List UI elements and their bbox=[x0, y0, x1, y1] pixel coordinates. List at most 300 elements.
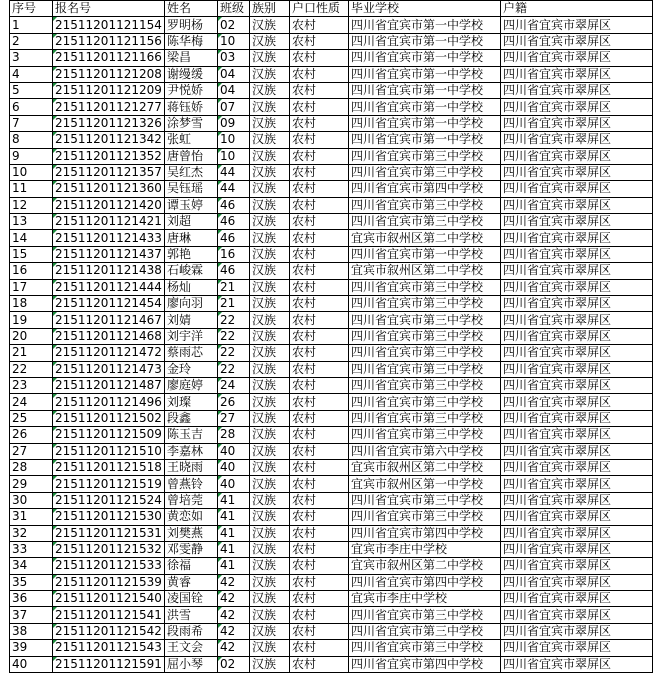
cell-ethnicity[interactable]: 汉族 bbox=[250, 99, 290, 115]
cell-name[interactable]: 蔡雨芯 bbox=[165, 345, 218, 361]
cell-index[interactable]: 34 bbox=[10, 558, 53, 574]
cell-household-registration[interactable]: 四川省宜宾市翠屏区 bbox=[501, 427, 653, 443]
cell-graduated-school[interactable]: 宜宾市李庄中学校 bbox=[349, 591, 501, 607]
cell-reg-no[interactable]: 21511201121518 bbox=[53, 459, 165, 475]
cell-ethnicity[interactable]: 汉族 bbox=[250, 492, 290, 508]
cell-household-registration[interactable]: 四川省宜宾市翠屏区 bbox=[501, 377, 653, 393]
cell-graduated-school[interactable]: 宜宾市叙州区第一中学校 bbox=[349, 476, 501, 492]
cell-class[interactable]: 28 bbox=[218, 427, 250, 443]
cell-ethnicity[interactable]: 汉族 bbox=[250, 394, 290, 410]
cell-name[interactable]: 唐琳 bbox=[165, 230, 218, 246]
cell-index[interactable]: 20 bbox=[10, 328, 53, 344]
cell-graduated-school[interactable]: 四川省宜宾市第一中学校 bbox=[349, 66, 501, 82]
cell-ethnicity[interactable]: 汉族 bbox=[250, 82, 290, 98]
cell-ethnicity[interactable]: 汉族 bbox=[250, 525, 290, 541]
cell-household-registration[interactable]: 四川省宜宾市翠屏区 bbox=[501, 50, 653, 66]
cell-hukou-type[interactable]: 农村 bbox=[290, 50, 349, 66]
cell-hukou-type[interactable]: 农村 bbox=[290, 427, 349, 443]
cell-name[interactable]: 谭玉婷 bbox=[165, 197, 218, 213]
cell-index[interactable]: 9 bbox=[10, 148, 53, 164]
cell-graduated-school[interactable]: 宜宾市李庄中学校 bbox=[349, 541, 501, 557]
cell-class[interactable]: 04 bbox=[218, 66, 250, 82]
cell-graduated-school[interactable]: 四川省宜宾市第三中学校 bbox=[349, 214, 501, 230]
cell-class[interactable]: 10 bbox=[218, 148, 250, 164]
cell-class[interactable]: 46 bbox=[218, 230, 250, 246]
cell-household-registration[interactable]: 四川省宜宾市翠屏区 bbox=[501, 66, 653, 82]
cell-ethnicity[interactable]: 汉族 bbox=[250, 476, 290, 492]
cell-hukou-type[interactable]: 农村 bbox=[290, 197, 349, 213]
cell-ethnicity[interactable]: 汉族 bbox=[250, 345, 290, 361]
cell-index[interactable]: 2 bbox=[10, 33, 53, 49]
cell-class[interactable]: 40 bbox=[218, 443, 250, 459]
cell-graduated-school[interactable]: 四川省宜宾市第三中学校 bbox=[349, 197, 501, 213]
cell-index[interactable]: 24 bbox=[10, 394, 53, 410]
cell-name[interactable]: 张虹 bbox=[165, 132, 218, 148]
cell-class[interactable]: 40 bbox=[218, 476, 250, 492]
cell-household-registration[interactable]: 四川省宜宾市翠屏区 bbox=[501, 279, 653, 295]
cell-household-registration[interactable]: 四川省宜宾市翠屏区 bbox=[501, 197, 653, 213]
cell-index[interactable]: 17 bbox=[10, 279, 53, 295]
cell-ethnicity[interactable]: 汉族 bbox=[250, 296, 290, 312]
cell-index[interactable]: 3 bbox=[10, 50, 53, 66]
cell-name[interactable]: 段雨希 bbox=[165, 623, 218, 639]
cell-hukou-type[interactable]: 农村 bbox=[290, 476, 349, 492]
cell-ethnicity[interactable]: 汉族 bbox=[250, 148, 290, 164]
cell-household-registration[interactable]: 四川省宜宾市翠屏区 bbox=[501, 410, 653, 426]
cell-class[interactable]: 42 bbox=[218, 574, 250, 590]
cell-name[interactable]: 曾培莞 bbox=[165, 492, 218, 508]
cell-reg-no[interactable]: 21511201121531 bbox=[53, 525, 165, 541]
cell-ethnicity[interactable]: 汉族 bbox=[250, 591, 290, 607]
cell-reg-no[interactable]: 21511201121444 bbox=[53, 279, 165, 295]
cell-index[interactable]: 18 bbox=[10, 296, 53, 312]
cell-reg-no[interactable]: 21511201121420 bbox=[53, 197, 165, 213]
cell-class[interactable]: 46 bbox=[218, 197, 250, 213]
cell-household-registration[interactable]: 四川省宜宾市翠屏区 bbox=[501, 492, 653, 508]
cell-class[interactable]: 41 bbox=[218, 509, 250, 525]
cell-index[interactable]: 5 bbox=[10, 82, 53, 98]
cell-index[interactable]: 29 bbox=[10, 476, 53, 492]
cell-class[interactable]: 03 bbox=[218, 50, 250, 66]
cell-index[interactable]: 38 bbox=[10, 623, 53, 639]
cell-name[interactable]: 屈小琴 bbox=[165, 656, 218, 672]
cell-ethnicity[interactable]: 汉族 bbox=[250, 164, 290, 180]
cell-graduated-school[interactable]: 四川省宜宾市第一中学校 bbox=[349, 115, 501, 131]
cell-index[interactable]: 12 bbox=[10, 197, 53, 213]
cell-name[interactable]: 廖向羽 bbox=[165, 296, 218, 312]
cell-name[interactable]: 蒋钰娇 bbox=[165, 99, 218, 115]
cell-household-registration[interactable]: 四川省宜宾市翠屏区 bbox=[501, 328, 653, 344]
cell-class[interactable]: 22 bbox=[218, 312, 250, 328]
cell-name[interactable]: 廖庭婷 bbox=[165, 377, 218, 393]
cell-index[interactable]: 7 bbox=[10, 115, 53, 131]
cell-hukou-type[interactable]: 农村 bbox=[290, 99, 349, 115]
cell-household-registration[interactable]: 四川省宜宾市翠屏区 bbox=[501, 525, 653, 541]
cell-index[interactable]: 22 bbox=[10, 361, 53, 377]
cell-household-registration[interactable]: 四川省宜宾市翠屏区 bbox=[501, 181, 653, 197]
cell-household-registration[interactable]: 四川省宜宾市翠屏区 bbox=[501, 558, 653, 574]
cell-reg-no[interactable]: 21511201121166 bbox=[53, 50, 165, 66]
cell-ethnicity[interactable]: 汉族 bbox=[250, 607, 290, 623]
cell-hukou-type[interactable]: 农村 bbox=[290, 492, 349, 508]
cell-hukou-type[interactable]: 农村 bbox=[290, 230, 349, 246]
cell-class[interactable]: 22 bbox=[218, 361, 250, 377]
cell-hukou-type[interactable]: 农村 bbox=[290, 410, 349, 426]
cell-name[interactable]: 邓雯静 bbox=[165, 541, 218, 557]
cell-graduated-school[interactable]: 四川省宜宾市第三中学校 bbox=[349, 509, 501, 525]
cell-ethnicity[interactable]: 汉族 bbox=[250, 656, 290, 672]
cell-index[interactable]: 10 bbox=[10, 164, 53, 180]
cell-class[interactable]: 44 bbox=[218, 181, 250, 197]
cell-name[interactable]: 吴红杰 bbox=[165, 164, 218, 180]
cell-index[interactable]: 27 bbox=[10, 443, 53, 459]
cell-household-registration[interactable]: 四川省宜宾市翠屏区 bbox=[501, 345, 653, 361]
cell-hukou-type[interactable]: 农村 bbox=[290, 148, 349, 164]
cell-reg-no[interactable]: 21511201121357 bbox=[53, 164, 165, 180]
cell-household-registration[interactable]: 四川省宜宾市翠屏区 bbox=[501, 148, 653, 164]
cell-household-registration[interactable]: 四川省宜宾市翠屏区 bbox=[501, 476, 653, 492]
cell-name[interactable]: 陈玉吉 bbox=[165, 427, 218, 443]
cell-class[interactable]: 09 bbox=[218, 115, 250, 131]
cell-ethnicity[interactable]: 汉族 bbox=[250, 574, 290, 590]
cell-reg-no[interactable]: 21511201121326 bbox=[53, 115, 165, 131]
cell-ethnicity[interactable]: 汉族 bbox=[250, 427, 290, 443]
cell-reg-no[interactable]: 21511201121342 bbox=[53, 132, 165, 148]
cell-reg-no[interactable]: 21511201121543 bbox=[53, 640, 165, 656]
cell-hukou-type[interactable]: 农村 bbox=[290, 66, 349, 82]
cell-graduated-school[interactable]: 宜宾市叙州区第二中学校 bbox=[349, 459, 501, 475]
cell-reg-no[interactable]: 21511201121352 bbox=[53, 148, 165, 164]
cell-index[interactable]: 13 bbox=[10, 214, 53, 230]
cell-household-registration[interactable]: 四川省宜宾市翠屏区 bbox=[501, 574, 653, 590]
cell-household-registration[interactable]: 四川省宜宾市翠屏区 bbox=[501, 509, 653, 525]
cell-graduated-school[interactable]: 四川省宜宾市第一中学校 bbox=[349, 82, 501, 98]
cell-graduated-school[interactable]: 四川省宜宾市第四中学校 bbox=[349, 181, 501, 197]
cell-class[interactable]: 42 bbox=[218, 607, 250, 623]
cell-household-registration[interactable]: 四川省宜宾市翠屏区 bbox=[501, 361, 653, 377]
cell-name[interactable]: 梁昌 bbox=[165, 50, 218, 66]
cell-hukou-type[interactable]: 农村 bbox=[290, 296, 349, 312]
cell-index[interactable]: 39 bbox=[10, 640, 53, 656]
cell-class[interactable]: 27 bbox=[218, 410, 250, 426]
cell-ethnicity[interactable]: 汉族 bbox=[250, 17, 290, 33]
cell-graduated-school[interactable]: 四川省宜宾市第一中学校 bbox=[349, 99, 501, 115]
cell-hukou-type[interactable]: 农村 bbox=[290, 607, 349, 623]
cell-hukou-type[interactable]: 农村 bbox=[290, 509, 349, 525]
cell-graduated-school[interactable]: 四川省宜宾市第四中学校 bbox=[349, 656, 501, 672]
cell-reg-no[interactable]: 21511201121156 bbox=[53, 33, 165, 49]
cell-class[interactable]: 46 bbox=[218, 214, 250, 230]
cell-graduated-school[interactable]: 四川省宜宾市第三中学校 bbox=[349, 377, 501, 393]
cell-reg-no[interactable]: 21511201121502 bbox=[53, 410, 165, 426]
cell-ethnicity[interactable]: 汉族 bbox=[250, 558, 290, 574]
cell-name[interactable]: 洪雪 bbox=[165, 607, 218, 623]
cell-ethnicity[interactable]: 汉族 bbox=[250, 623, 290, 639]
cell-class[interactable]: 24 bbox=[218, 377, 250, 393]
cell-class[interactable]: 46 bbox=[218, 263, 250, 279]
cell-index[interactable]: 4 bbox=[10, 66, 53, 82]
cell-ethnicity[interactable]: 汉族 bbox=[250, 377, 290, 393]
cell-class[interactable]: 44 bbox=[218, 164, 250, 180]
cell-index[interactable]: 30 bbox=[10, 492, 53, 508]
cell-reg-no[interactable]: 21511201121454 bbox=[53, 296, 165, 312]
cell-ethnicity[interactable]: 汉族 bbox=[250, 246, 290, 262]
cell-class[interactable]: 42 bbox=[218, 623, 250, 639]
cell-graduated-school[interactable]: 四川省宜宾市第六中学校 bbox=[349, 443, 501, 459]
cell-graduated-school[interactable]: 四川省宜宾市第三中学校 bbox=[349, 148, 501, 164]
cell-class[interactable]: 02 bbox=[218, 17, 250, 33]
cell-reg-no[interactable]: 21511201121208 bbox=[53, 66, 165, 82]
cell-hukou-type[interactable]: 农村 bbox=[290, 558, 349, 574]
cell-household-registration[interactable]: 四川省宜宾市翠屏区 bbox=[501, 115, 653, 131]
cell-hukou-type[interactable]: 农村 bbox=[290, 574, 349, 590]
cell-index[interactable]: 32 bbox=[10, 525, 53, 541]
cell-ethnicity[interactable]: 汉族 bbox=[250, 541, 290, 557]
cell-reg-no[interactable]: 21511201121467 bbox=[53, 312, 165, 328]
cell-name[interactable]: 刘超 bbox=[165, 214, 218, 230]
cell-name[interactable]: 黄睿 bbox=[165, 574, 218, 590]
cell-hukou-type[interactable]: 农村 bbox=[290, 132, 349, 148]
cell-name[interactable]: 段鑫 bbox=[165, 410, 218, 426]
cell-name[interactable]: 刘樊燕 bbox=[165, 525, 218, 541]
cell-hukou-type[interactable]: 农村 bbox=[290, 640, 349, 656]
cell-household-registration[interactable]: 四川省宜宾市翠屏区 bbox=[501, 263, 653, 279]
cell-ethnicity[interactable]: 汉族 bbox=[250, 459, 290, 475]
cell-name[interactable]: 凌国铨 bbox=[165, 591, 218, 607]
cell-hukou-type[interactable]: 农村 bbox=[290, 394, 349, 410]
cell-ethnicity[interactable]: 汉族 bbox=[250, 181, 290, 197]
cell-index[interactable]: 8 bbox=[10, 132, 53, 148]
cell-graduated-school[interactable]: 四川省宜宾市第四中学校 bbox=[349, 574, 501, 590]
cell-class[interactable]: 41 bbox=[218, 558, 250, 574]
cell-reg-no[interactable]: 21511201121539 bbox=[53, 574, 165, 590]
cell-name[interactable]: 刘宇洋 bbox=[165, 328, 218, 344]
cell-index[interactable]: 31 bbox=[10, 509, 53, 525]
cell-reg-no[interactable]: 21511201121277 bbox=[53, 99, 165, 115]
cell-index[interactable]: 40 bbox=[10, 656, 53, 672]
cell-graduated-school[interactable]: 四川省宜宾市第三中学校 bbox=[349, 410, 501, 426]
cell-household-registration[interactable]: 四川省宜宾市翠屏区 bbox=[501, 132, 653, 148]
cell-name[interactable]: 吴钰瑶 bbox=[165, 181, 218, 197]
cell-household-registration[interactable]: 四川省宜宾市翠屏区 bbox=[501, 82, 653, 98]
cell-graduated-school[interactable]: 四川省宜宾市第三中学校 bbox=[349, 345, 501, 361]
cell-class[interactable]: 26 bbox=[218, 394, 250, 410]
cell-household-registration[interactable]: 四川省宜宾市翠屏区 bbox=[501, 607, 653, 623]
cell-hukou-type[interactable]: 农村 bbox=[290, 443, 349, 459]
cell-reg-no[interactable]: 21511201121530 bbox=[53, 509, 165, 525]
cell-hukou-type[interactable]: 农村 bbox=[290, 17, 349, 33]
cell-reg-no[interactable]: 21511201121473 bbox=[53, 361, 165, 377]
cell-class[interactable]: 10 bbox=[218, 33, 250, 49]
cell-class[interactable]: 22 bbox=[218, 328, 250, 344]
cell-name[interactable]: 曾燕铃 bbox=[165, 476, 218, 492]
cell-ethnicity[interactable]: 汉族 bbox=[250, 328, 290, 344]
cell-reg-no[interactable]: 21511201121532 bbox=[53, 541, 165, 557]
cell-hukou-type[interactable]: 农村 bbox=[290, 312, 349, 328]
cell-graduated-school[interactable]: 宜宾市叙州区第二中学校 bbox=[349, 230, 501, 246]
cell-reg-no[interactable]: 21511201121496 bbox=[53, 394, 165, 410]
cell-reg-no[interactable]: 21511201121433 bbox=[53, 230, 165, 246]
cell-hukou-type[interactable]: 农村 bbox=[290, 656, 349, 672]
cell-hukou-type[interactable]: 农村 bbox=[290, 115, 349, 131]
cell-class[interactable]: 04 bbox=[218, 82, 250, 98]
cell-household-registration[interactable]: 四川省宜宾市翠屏区 bbox=[501, 541, 653, 557]
cell-household-registration[interactable]: 四川省宜宾市翠屏区 bbox=[501, 443, 653, 459]
cell-graduated-school[interactable]: 四川省宜宾市第三中学校 bbox=[349, 361, 501, 377]
cell-household-registration[interactable]: 四川省宜宾市翠屏区 bbox=[501, 164, 653, 180]
cell-hukou-type[interactable]: 农村 bbox=[290, 525, 349, 541]
cell-ethnicity[interactable]: 汉族 bbox=[250, 361, 290, 377]
cell-graduated-school[interactable]: 四川省宜宾市第三中学校 bbox=[349, 279, 501, 295]
cell-reg-no[interactable]: 21511201121438 bbox=[53, 263, 165, 279]
cell-class[interactable]: 21 bbox=[218, 296, 250, 312]
cell-index[interactable]: 15 bbox=[10, 246, 53, 262]
cell-index[interactable]: 19 bbox=[10, 312, 53, 328]
cell-name[interactable]: 刘婧 bbox=[165, 312, 218, 328]
cell-index[interactable]: 37 bbox=[10, 607, 53, 623]
cell-household-registration[interactable]: 四川省宜宾市翠屏区 bbox=[501, 246, 653, 262]
cell-index[interactable]: 1 bbox=[10, 17, 53, 33]
cell-name[interactable]: 郭艳 bbox=[165, 246, 218, 262]
cell-name[interactable]: 黄恋如 bbox=[165, 509, 218, 525]
cell-household-registration[interactable]: 四川省宜宾市翠屏区 bbox=[501, 459, 653, 475]
cell-name[interactable]: 徐福 bbox=[165, 558, 218, 574]
cell-graduated-school[interactable]: 四川省宜宾市第三中学校 bbox=[349, 623, 501, 639]
cell-graduated-school[interactable]: 四川省宜宾市第一中学校 bbox=[349, 132, 501, 148]
cell-class[interactable]: 21 bbox=[218, 279, 250, 295]
cell-graduated-school[interactable]: 四川省宜宾市第一中学校 bbox=[349, 17, 501, 33]
cell-hukou-type[interactable]: 农村 bbox=[290, 345, 349, 361]
cell-household-registration[interactable]: 四川省宜宾市翠屏区 bbox=[501, 33, 653, 49]
cell-hukou-type[interactable]: 农村 bbox=[290, 181, 349, 197]
cell-reg-no[interactable]: 21511201121209 bbox=[53, 82, 165, 98]
cell-name[interactable]: 涂梦雪 bbox=[165, 115, 218, 131]
cell-household-registration[interactable]: 四川省宜宾市翠屏区 bbox=[501, 99, 653, 115]
cell-ethnicity[interactable]: 汉族 bbox=[250, 509, 290, 525]
cell-reg-no[interactable]: 21511201121437 bbox=[53, 246, 165, 262]
cell-index[interactable]: 28 bbox=[10, 459, 53, 475]
cell-hukou-type[interactable]: 农村 bbox=[290, 328, 349, 344]
cell-graduated-school[interactable]: 四川省宜宾市第三中学校 bbox=[349, 394, 501, 410]
cell-ethnicity[interactable]: 汉族 bbox=[250, 443, 290, 459]
cell-name[interactable]: 王文会 bbox=[165, 640, 218, 656]
cell-class[interactable]: 10 bbox=[218, 132, 250, 148]
cell-ethnicity[interactable]: 汉族 bbox=[250, 115, 290, 131]
cell-hukou-type[interactable]: 农村 bbox=[290, 623, 349, 639]
cell-ethnicity[interactable]: 汉族 bbox=[250, 640, 290, 656]
cell-household-registration[interactable]: 四川省宜宾市翠屏区 bbox=[501, 656, 653, 672]
cell-ethnicity[interactable]: 汉族 bbox=[250, 410, 290, 426]
cell-reg-no[interactable]: 21511201121533 bbox=[53, 558, 165, 574]
cell-class[interactable]: 41 bbox=[218, 541, 250, 557]
cell-graduated-school[interactable]: 四川省宜宾市第三中学校 bbox=[349, 640, 501, 656]
cell-class[interactable]: 40 bbox=[218, 459, 250, 475]
cell-index[interactable]: 33 bbox=[10, 541, 53, 557]
cell-reg-no[interactable]: 21511201121540 bbox=[53, 591, 165, 607]
cell-hukou-type[interactable]: 农村 bbox=[290, 377, 349, 393]
cell-hukou-type[interactable]: 农村 bbox=[290, 82, 349, 98]
cell-reg-no[interactable]: 21511201121468 bbox=[53, 328, 165, 344]
cell-graduated-school[interactable]: 四川省宜宾市第三中学校 bbox=[349, 164, 501, 180]
cell-household-registration[interactable]: 四川省宜宾市翠屏区 bbox=[501, 296, 653, 312]
cell-name[interactable]: 唐曾怡 bbox=[165, 148, 218, 164]
cell-reg-no[interactable]: 21511201121524 bbox=[53, 492, 165, 508]
cell-name[interactable]: 王晓雨 bbox=[165, 459, 218, 475]
cell-reg-no[interactable]: 21511201121591 bbox=[53, 656, 165, 672]
cell-ethnicity[interactable]: 汉族 bbox=[250, 263, 290, 279]
cell-name[interactable]: 刘璨 bbox=[165, 394, 218, 410]
cell-index[interactable]: 36 bbox=[10, 591, 53, 607]
cell-graduated-school[interactable]: 四川省宜宾市第三中学校 bbox=[349, 312, 501, 328]
cell-ethnicity[interactable]: 汉族 bbox=[250, 132, 290, 148]
cell-name[interactable]: 谢缦缓 bbox=[165, 66, 218, 82]
cell-name[interactable]: 杨灿 bbox=[165, 279, 218, 295]
cell-hukou-type[interactable]: 农村 bbox=[290, 214, 349, 230]
cell-graduated-school[interactable]: 四川省宜宾市第三中学校 bbox=[349, 427, 501, 443]
cell-index[interactable]: 25 bbox=[10, 410, 53, 426]
cell-reg-no[interactable]: 21511201121541 bbox=[53, 607, 165, 623]
cell-name[interactable]: 金玲 bbox=[165, 361, 218, 377]
cell-class[interactable]: 16 bbox=[218, 246, 250, 262]
cell-class[interactable]: 42 bbox=[218, 640, 250, 656]
cell-name[interactable]: 李嘉林 bbox=[165, 443, 218, 459]
cell-reg-no[interactable]: 21511201121542 bbox=[53, 623, 165, 639]
cell-hukou-type[interactable]: 农村 bbox=[290, 263, 349, 279]
cell-ethnicity[interactable]: 汉族 bbox=[250, 214, 290, 230]
cell-household-registration[interactable]: 四川省宜宾市翠屏区 bbox=[501, 591, 653, 607]
cell-household-registration[interactable]: 四川省宜宾市翠屏区 bbox=[501, 312, 653, 328]
cell-graduated-school[interactable]: 四川省宜宾市第三中学校 bbox=[349, 492, 501, 508]
cell-index[interactable]: 23 bbox=[10, 377, 53, 393]
cell-graduated-school[interactable]: 宜宾市叙州区第二中学校 bbox=[349, 558, 501, 574]
cell-index[interactable]: 6 bbox=[10, 99, 53, 115]
cell-hukou-type[interactable]: 农村 bbox=[290, 541, 349, 557]
cell-graduated-school[interactable]: 四川省宜宾市第一中学校 bbox=[349, 246, 501, 262]
cell-class[interactable]: 07 bbox=[218, 99, 250, 115]
cell-reg-no[interactable]: 21511201121510 bbox=[53, 443, 165, 459]
cell-ethnicity[interactable]: 汉族 bbox=[250, 66, 290, 82]
cell-graduated-school[interactable]: 四川省宜宾市第四中学校 bbox=[349, 525, 501, 541]
cell-index[interactable]: 11 bbox=[10, 181, 53, 197]
cell-household-registration[interactable]: 四川省宜宾市翠屏区 bbox=[501, 640, 653, 656]
cell-index[interactable]: 21 bbox=[10, 345, 53, 361]
cell-graduated-school[interactable]: 宜宾市叙州区第二中学校 bbox=[349, 263, 501, 279]
cell-hukou-type[interactable]: 农村 bbox=[290, 164, 349, 180]
cell-graduated-school[interactable]: 四川省宜宾市第一中学校 bbox=[349, 50, 501, 66]
cell-ethnicity[interactable]: 汉族 bbox=[250, 50, 290, 66]
cell-reg-no[interactable]: 21511201121154 bbox=[53, 17, 165, 33]
cell-reg-no[interactable]: 21511201121360 bbox=[53, 181, 165, 197]
cell-name[interactable]: 尹悦娇 bbox=[165, 82, 218, 98]
cell-reg-no[interactable]: 21511201121472 bbox=[53, 345, 165, 361]
cell-hukou-type[interactable]: 农村 bbox=[290, 246, 349, 262]
cell-reg-no[interactable]: 21511201121421 bbox=[53, 214, 165, 230]
cell-ethnicity[interactable]: 汉族 bbox=[250, 279, 290, 295]
cell-index[interactable]: 16 bbox=[10, 263, 53, 279]
cell-name[interactable]: 石峻霖 bbox=[165, 263, 218, 279]
cell-graduated-school[interactable]: 四川省宜宾市第一中学校 bbox=[349, 33, 501, 49]
cell-household-registration[interactable]: 四川省宜宾市翠屏区 bbox=[501, 17, 653, 33]
cell-household-registration[interactable]: 四川省宜宾市翠屏区 bbox=[501, 230, 653, 246]
cell-reg-no[interactable]: 21511201121487 bbox=[53, 377, 165, 393]
cell-index[interactable]: 35 bbox=[10, 574, 53, 590]
cell-class[interactable]: 41 bbox=[218, 525, 250, 541]
cell-hukou-type[interactable]: 农村 bbox=[290, 459, 349, 475]
cell-household-registration[interactable]: 四川省宜宾市翠屏区 bbox=[501, 394, 653, 410]
cell-reg-no[interactable]: 21511201121509 bbox=[53, 427, 165, 443]
cell-ethnicity[interactable]: 汉族 bbox=[250, 230, 290, 246]
cell-household-registration[interactable]: 四川省宜宾市翠屏区 bbox=[501, 214, 653, 230]
